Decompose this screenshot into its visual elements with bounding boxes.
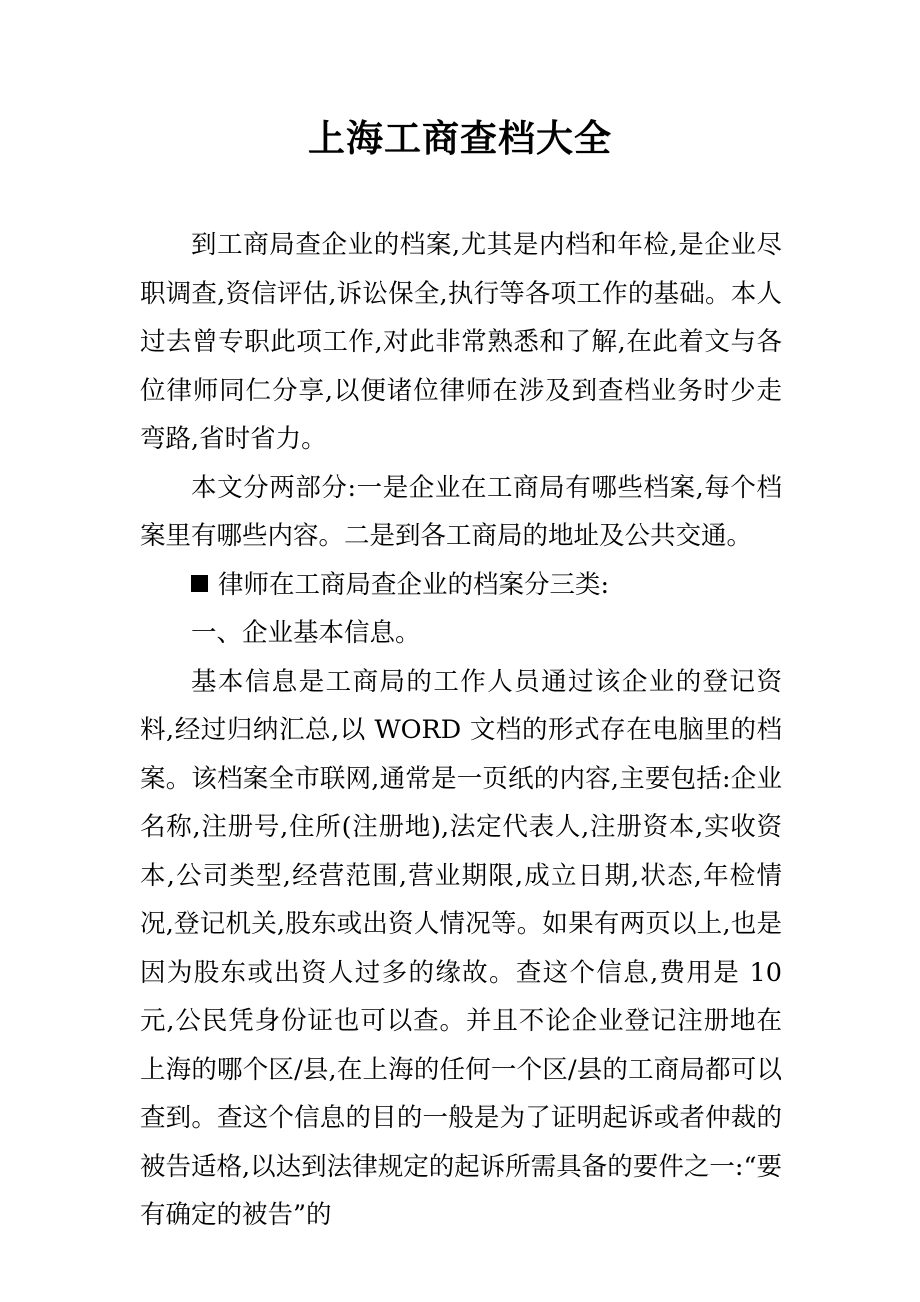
intro-paragraph: 到工商局查企业的档案,尤其是内档和年检,是企业尽职调查,资信评估,诉讼保全,执行等各项工作的基础。本人过去曾专职此项工作,对此非常熟悉和了解,在此着文与各位律师同仁分享,以便诸位律师在涉及到查档业务时少走弯路,省时省力。 xyxy=(140,230,782,454)
section-heading: 一、企业基本信息。 xyxy=(191,618,421,648)
bullet-heading xyxy=(140,561,782,610)
structure-paragraph: 本文分两部分:一是企业在工商局有哪些档案,每个档案里有哪些内容。二是到各工商局的地址及公共交通。 xyxy=(140,472,782,551)
section-paragraph: 基本信息是工商局的工作人员通过该企业的登记资料,经过归纳汇总,以 WORD 文档的形式存在电脑里的档案。该档案全市联网,通常是一页纸的内容,主要包括:企业名称,注册号,住所(注册地),法定代表人,注册资本,实收资本,公司类型,经营范围,营业期限,成立日期,状态,年检情况,登记机关,股东或出资人情况等。如果有两页以上,也是因为股东或出资人过多的缘故。查这个信息,费用是 10 元,公民凭身份证也可以查。并且不论企业登记注册地在上海的哪个区/县,在上海的任何一个区/县的工商局都可以查到。查这个信息的目的一般是为了证明起诉或者仲裁的被告适格,以达到法律规定的起诉所需具备的要件之一:“要有确定的被告”的 xyxy=(140,666,782,1230)
document-title: 上海工商查档大全 xyxy=(308,116,612,160)
document-body xyxy=(140,221,782,1240)
bullet-heading-text: 律师在工商局查企业的档案分三类: xyxy=(218,569,610,600)
black-square-icon xyxy=(191,575,208,592)
